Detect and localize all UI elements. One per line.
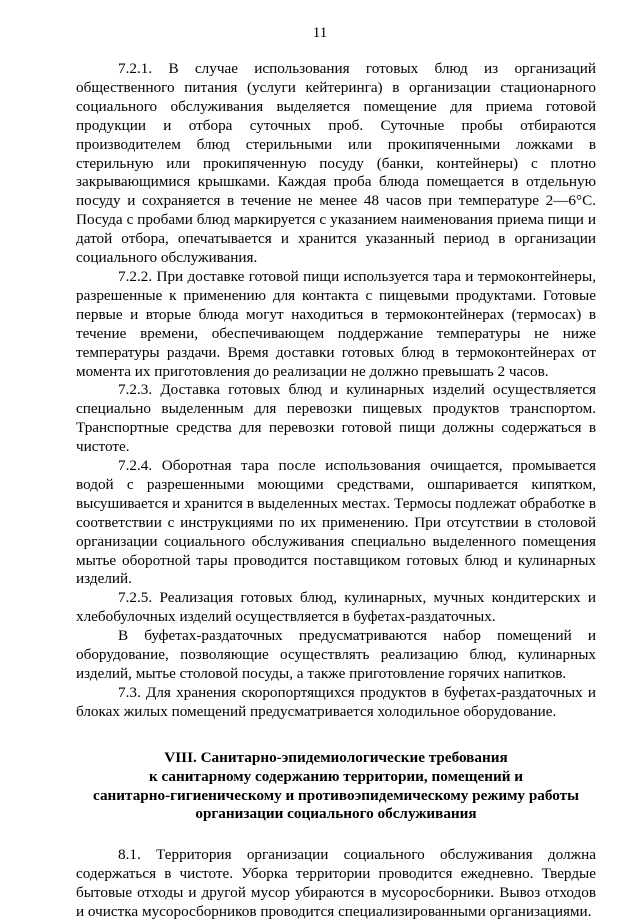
section-heading-line: санитарно-гигиеническому и противоэпидемическому режиму работы xyxy=(93,786,579,804)
section-heading-line: организации социального обслуживания xyxy=(195,805,477,823)
paragraph-7-2-4: 7.2.4. Оборотная тара после использования очищается, промывается водой с разрешенными моющими средствами, ошпаривается кипятком, высушивается и хранится в выделенных местах. Термосы подлежат обработке в соответствии с инструкциями по их применению. При отсутствии в столовой организации социального обслуживания специально выделенного помещения мытье оборотной тары проводится поставщиком готовых блюд и кулинарных изделий. xyxy=(76,457,596,588)
paragraph-7-2-3: 7.2.3. Доставка готовых блюд и кулинарных изделий осуществляется специально выделенным для перевозки пищевых продуктов транспортом. Транспортные средства для перевозки готовой пищи должны содержаться в чистоте. xyxy=(76,381,596,456)
paragraph-7-3: 7.3. Для хранения скоропортящихся продуктов в буфетах-раздаточных и блоках жилых помещений предусматривается холодильное оборудование. xyxy=(76,683,596,720)
section-heading xyxy=(76,749,596,825)
page-number: 11 xyxy=(312,25,328,41)
paragraph-8-1: 8.1. Территория организации социального обслуживания должна содержаться в чистоте. Уборка территории проводится ежедневно. Твердые бытовые отходы и другой мусор убираются в мусоросборники. Вывоз отходов и очистка мусоросборников проводится специализированными организациями. xyxy=(76,846,596,921)
paragraph-7-2-2: 7.2.2. При доставке готовой пищи используется тара и термоконтейнеры, разрешенные к применению для контакта с пищевыми продуктами. Готовые первые и вторые блюда могут находиться в термоконтейнерах (термосах) в течение времени, обеспечивающем поддержание температуры не ниже температуры раздачи. Время доставки готовых блюд в термоконтейнерах от момента их приготовления до реализации не должно превышать 2 часов. xyxy=(76,267,596,380)
section-heading-line: к санитарному содержанию территории, помещений и xyxy=(148,767,524,785)
document-body xyxy=(76,60,596,922)
paragraph-7-2-1: 7.2.1. В случае использования готовых блюд из организаций общественного питания (услуги кейтеринга) в организации стационарного социального обслуживания выделяется помещение для приема готовой продукции и отбора суточных проб. Суточные пробы отбираются производителем блюд стерильными или прокипяченными ложками в стерильную или прокипяченную посуду (банки, контейнеры) с плотно закрывающимися крышками. Каждая проба блюда помещается в отдельную посуду и сохраняется в течение не менее 48 часов при температуре 2—6°С. Посуда с пробами блюд маркируется с указанием наименования приема пищи и датой отбора, опечатывается и хранится указанный период в организации социального обслуживания. xyxy=(76,60,596,267)
paragraph-7-2-5: 7.2.5. Реализация готовых блюд, кулинарных, мучных кондитерских и хлебобулочных изделий осуществляется в буфетах-раздаточных. xyxy=(76,589,596,626)
paragraph-buffets: В буфетах-раздаточных предусматриваются набор помещений и оборудование, позволяющие осуществлять реализацию блюд, кулинарных изделий, мытье столовой посуды, а также приготовление горячих напитков. xyxy=(76,627,596,682)
section-heading-line: VIII. Санитарно-эпидемиологические требования xyxy=(164,748,508,766)
